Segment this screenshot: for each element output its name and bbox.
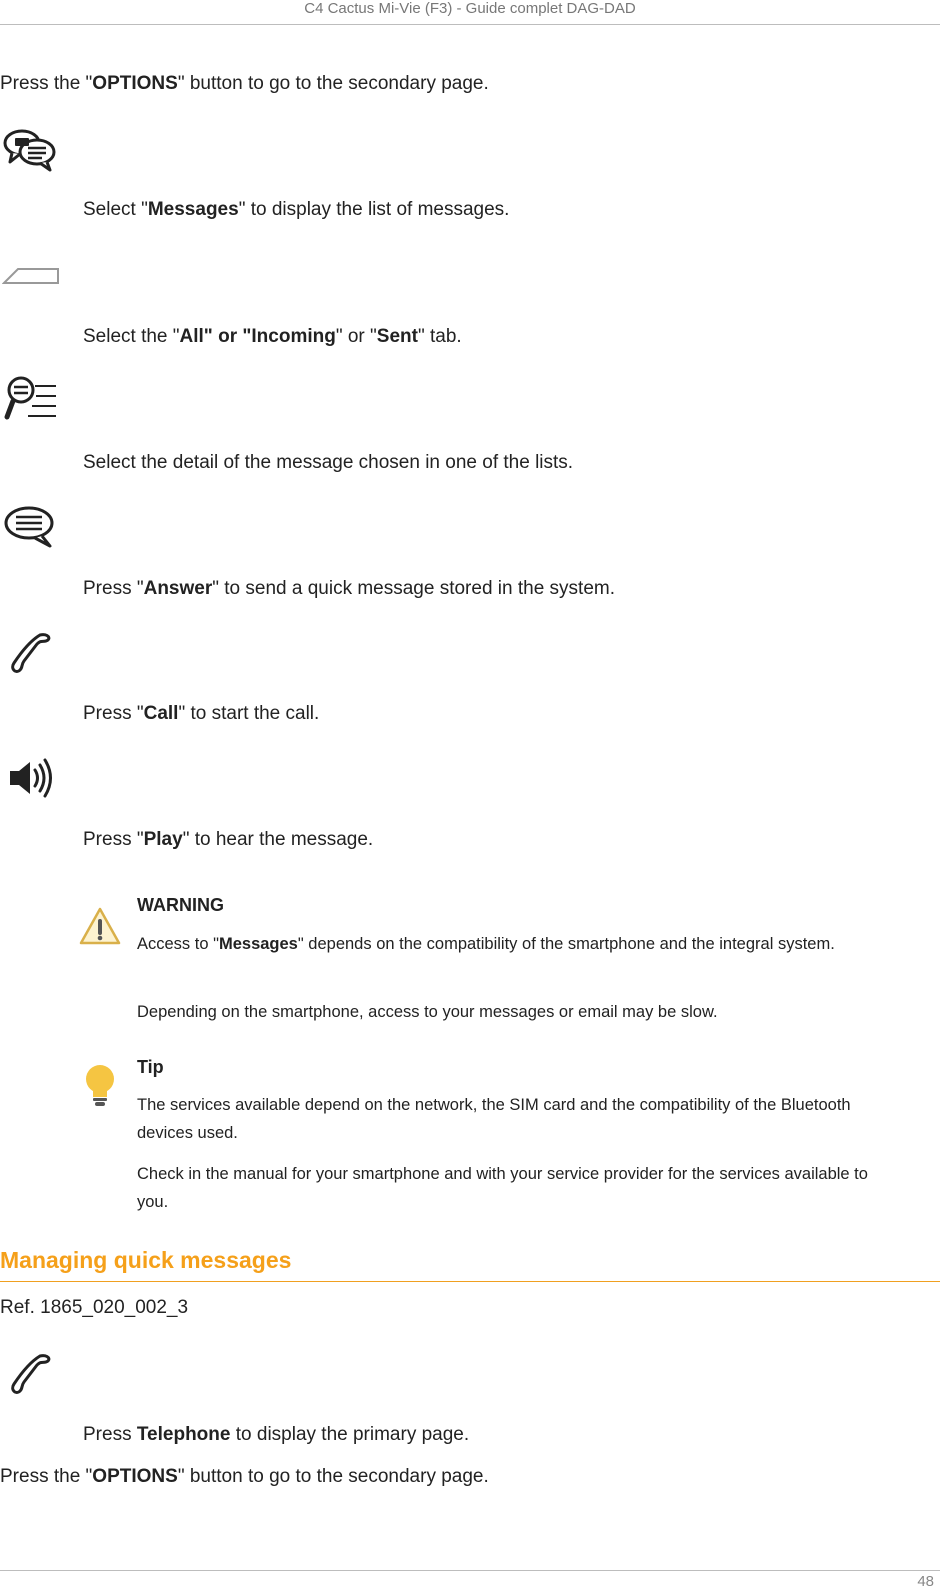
- warning-icon: [78, 905, 122, 955]
- call-instruction: Press "Call" to start the call.: [83, 703, 320, 724]
- speaker-icon: [2, 754, 60, 804]
- telephone-icon: [2, 1350, 60, 1400]
- tip-text-1: The services available depend on the network, the SIM card and the compatibility of the Bluetooth devices used.: [137, 1096, 851, 1142]
- page-number: 48: [917, 1573, 934, 1590]
- detail-search-icon: [2, 374, 60, 424]
- reference-number: Ref. 1865_020_002_3: [0, 1297, 189, 1318]
- answer-icon: [2, 502, 60, 552]
- page-header: [0, 0, 940, 25]
- messages-icon: [2, 122, 60, 172]
- lightbulb-icon: [78, 1062, 122, 1112]
- answer-instruction: Press "Answer" to send a quick message stored in the system.: [83, 578, 616, 599]
- detail-instruction: Select the detail of the message chosen in one of the lists.: [83, 452, 574, 473]
- document-title: C4 Cactus Mi-Vie (F3) - Guide complet DAG-DAD: [304, 0, 636, 17]
- options-instruction-2: Press the "OPTIONS" button to go to the secondary page.: [0, 1466, 489, 1487]
- messages-instruction: Select "Messages" to display the list of messages.: [83, 199, 510, 220]
- warning-title: WARNING: [137, 895, 224, 915]
- tip-text-2: Check in the manual for your smartphone and with your service provider for the services available to you.: [137, 1165, 868, 1211]
- warning-text-1: Access to "Messages" depends on the compatibility of the smartphone and the integral system.: [137, 935, 835, 953]
- tab-icon: [2, 255, 60, 305]
- page-footer: [0, 1570, 940, 1594]
- phone-icon: [2, 629, 60, 679]
- tip-title: Tip: [137, 1057, 164, 1077]
- section-heading: Managing quick messages: [0, 1245, 940, 1282]
- tab-instruction: Select the "All" or "Incoming" or "Sent" tab.: [83, 326, 462, 347]
- options-instruction: Press the "OPTIONS" button to go to the secondary page.: [0, 73, 489, 94]
- play-instruction: Press "Play" to hear the message.: [83, 829, 374, 850]
- telephone-instruction: Press Telephone to display the primary page.: [83, 1424, 470, 1445]
- warning-text-2: Depending on the smartphone, access to your messages or email may be slow.: [137, 1003, 718, 1021]
